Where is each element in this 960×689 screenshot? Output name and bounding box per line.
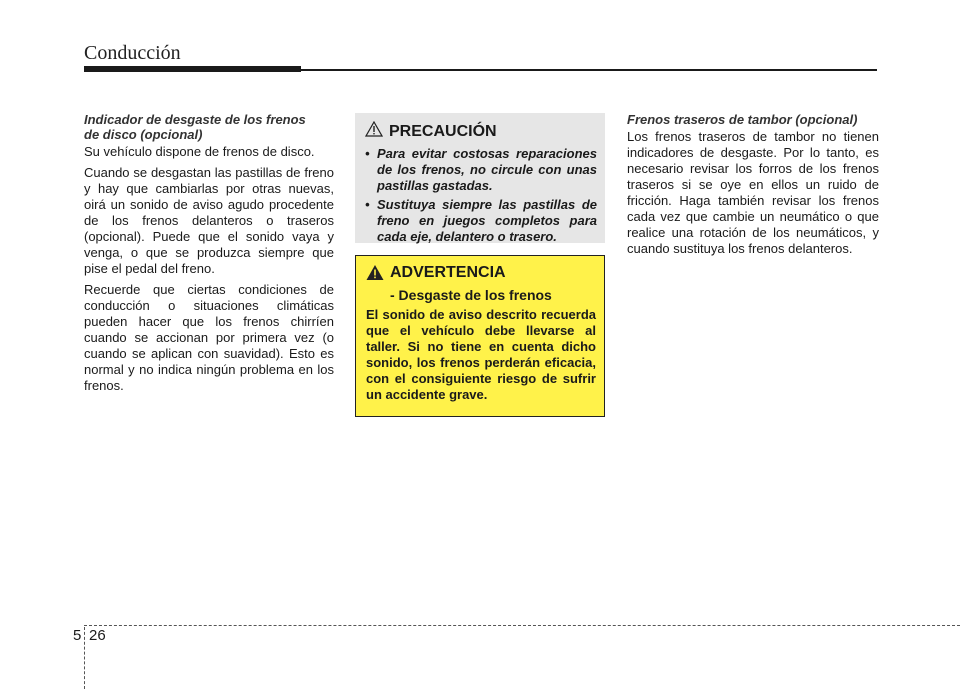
header-rule-thick <box>84 66 301 72</box>
caution-bullet-text: Sustituya siempre las pastillas de freno en juegos completos para cada eje, delantero o trasero. <box>377 197 597 244</box>
left-paragraph: Su vehículo dispone de frenos de disco. <box>84 144 315 159</box>
caution-bullet <box>365 146 597 194</box>
warning-subtitle: - Desgaste de los frenos <box>390 287 552 303</box>
footer-rule <box>84 625 960 626</box>
right-paragraph: Los frenos traseros de tambor no tienen indicadores de desgaste. Por lo tanto, es necesario revisar los forros de los frenos traseros si se oye en ellos un ruido de fricción. Haga también revisar los frenos cada vez que cambie un neumático o que realice una rotación de los neumáticos, y cuando sustituya los frenos delanteros. <box>627 129 879 256</box>
caution-bullet <box>365 197 597 245</box>
caution-title: PRECAUCIÓN <box>389 122 497 140</box>
caution-bullet-text: Para evitar costosas reparaciones de los frenos, no circule con unas pastillas gastadas. <box>377 146 597 193</box>
warning-box <box>355 255 605 417</box>
warning-header <box>366 264 596 286</box>
right-heading: Frenos traseros de tambor (opcional) <box>627 112 858 127</box>
warning-title: ADVERTENCIA <box>390 264 506 281</box>
left-column <box>84 112 334 399</box>
warning-triangle-icon <box>366 264 384 286</box>
page-number: 26 <box>89 627 106 644</box>
caution-triangle-icon <box>365 121 383 142</box>
chapter-number: 5 <box>73 627 82 644</box>
warning-text: El sonido de aviso descrito recuerda que el vehículo debe llevarse al taller. Si no tiene en cuenta dicho sonido, los frenos perderán eficacia, con el consiguiente riesgo de sufrir un accidente grave. <box>366 307 596 402</box>
right-column <box>627 112 879 262</box>
header-rule-thin <box>301 69 877 71</box>
left-heading-line1: Indicador de desgaste de los frenos <box>84 112 306 127</box>
caution-box <box>355 113 605 243</box>
section-title: Conducción <box>84 42 181 64</box>
footer-vertical-rule <box>84 627 85 689</box>
caution-header <box>365 121 597 142</box>
bullet-dot-icon: • <box>365 146 370 161</box>
left-heading-line2: de disco (opcional) <box>84 127 203 142</box>
bullet-dot-icon: • <box>365 197 370 212</box>
left-heading <box>84 112 334 142</box>
left-paragraph: Cuando se desgastan las pastillas de freno y hay que cambiarlas por otras nuevas, oirá un sonido de aviso agudo procedente de los frenos delanteros o traseros (opcional). Puede que el sonido vaya y venga, o que se produzca siempre que pise el pedal del freno. <box>84 165 334 276</box>
left-paragraph: Recuerde que ciertas condiciones de conducción o situaciones climáticas pueden hacer que los frenos chirríen cuando se accionan por primera vez (o cuando se aplican con suavidad). Esto es normal y no indica ningún problema en los frenos. <box>84 282 334 393</box>
